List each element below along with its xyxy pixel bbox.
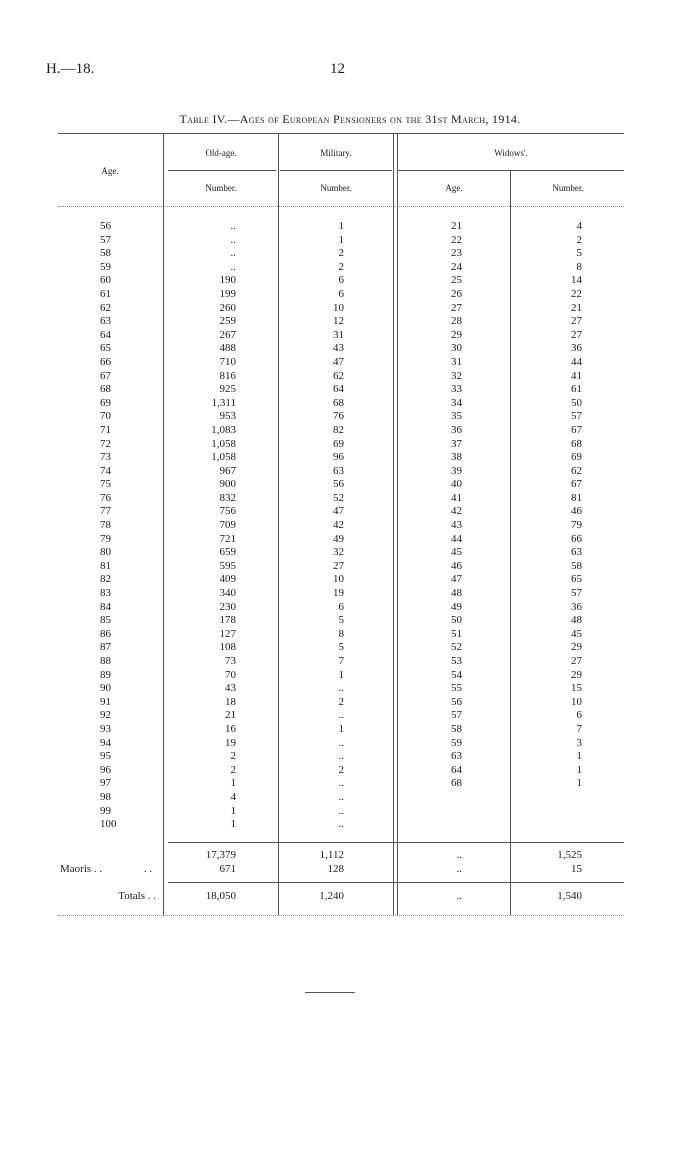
table-title-main: —Ages of European Pensioners on the 31st March, 1914. <box>227 112 521 126</box>
table-cell: 36 <box>571 342 582 355</box>
table-cell: 4 <box>230 790 236 803</box>
table-cell: 56 <box>333 478 344 491</box>
table-cell: 77 <box>100 505 111 518</box>
header-bottom-rule <box>58 206 624 207</box>
widow-number-column <box>520 220 582 791</box>
table-cell: 6 <box>338 600 344 613</box>
table-cell: 97 <box>100 777 111 790</box>
table-cell: 1 <box>576 777 582 790</box>
table-cell: 57 <box>571 587 582 600</box>
table-cell: .. <box>230 233 236 246</box>
table-cell: 79 <box>571 519 582 532</box>
maoris-widow-age: .. <box>456 863 462 875</box>
table-cell: 190 <box>219 274 236 287</box>
table-cell: 81 <box>100 559 111 572</box>
table-cell: 2 <box>338 247 344 260</box>
table-cell: 82 <box>100 573 111 586</box>
table-cell: 57 <box>571 410 582 423</box>
subtotal-widow-age: .. <box>456 849 462 861</box>
table-cell: 10 <box>571 695 582 708</box>
table-cell: 29 <box>571 668 582 681</box>
header-widow-age: Age. <box>445 183 463 193</box>
table-cell: 40 <box>451 478 462 491</box>
table-cell: 63 <box>100 315 111 328</box>
table-cell: 5 <box>576 247 582 260</box>
table-cell: 31 <box>333 328 344 341</box>
table-cell: 99 <box>100 804 111 817</box>
header-widows: Widows'. <box>494 148 528 158</box>
table-cell: 1 <box>338 668 344 681</box>
table-cell: 46 <box>571 505 582 518</box>
table-cell: 1 <box>338 220 344 232</box>
table-cell: 51 <box>451 627 462 640</box>
subtotal-old-age: 17,379 <box>205 849 236 861</box>
totals-military: 1,240 <box>319 890 344 902</box>
table-cell: 10 <box>333 573 344 586</box>
table-cell: 900 <box>219 478 236 491</box>
table-cell: 925 <box>219 383 236 396</box>
rule-after-old-age <box>278 133 279 915</box>
table-cell: 50 <box>571 396 582 409</box>
header-divider-widows <box>398 170 624 171</box>
table-cell: 81 <box>571 491 582 504</box>
table-cell: 67 <box>100 369 111 382</box>
table-cell: 260 <box>219 301 236 314</box>
table-cell: 43 <box>225 682 236 695</box>
header-widow-number: Number. <box>552 183 584 193</box>
table-cell: .. <box>338 682 344 695</box>
table-cell: 27 <box>571 655 582 667</box>
table-title-prefix: Table IV. <box>179 112 228 126</box>
table-cell: 57 <box>100 233 111 246</box>
table-cell: 96 <box>333 451 344 464</box>
table-cell: 21 <box>451 220 462 232</box>
table-cell: 756 <box>219 505 236 518</box>
table-cell: 56 <box>100 220 111 232</box>
table-cell: 68 <box>100 383 111 396</box>
table-cell: 82 <box>333 423 344 436</box>
table-cell: 60 <box>100 274 111 287</box>
totals-widow-number: 1,540 <box>557 890 582 902</box>
table-cell: 29 <box>451 328 462 341</box>
table-cell: 93 <box>100 722 111 735</box>
table-cell: 488 <box>219 342 236 355</box>
table-cell: .. <box>338 750 344 763</box>
maoris-widow-number: 15 <box>571 863 582 875</box>
table-cell: 65 <box>571 573 582 586</box>
document-series: H.—18. <box>46 61 95 77</box>
table-cell: 27 <box>451 301 462 314</box>
table-cell: 2 <box>338 260 344 273</box>
table-cell: 58 <box>451 722 462 735</box>
header-military: Military. <box>320 148 352 158</box>
table-cell: 127 <box>219 627 236 640</box>
table-cell: 53 <box>451 655 462 667</box>
table-cell: 33 <box>451 383 462 396</box>
table-cell: 32 <box>451 369 462 382</box>
table-cell: 7 <box>576 722 582 735</box>
table-cell: 340 <box>219 587 236 600</box>
table-cell: 28 <box>451 315 462 328</box>
table-cell: 74 <box>100 464 111 477</box>
table-cell: 3 <box>576 736 582 749</box>
table-cell: .. <box>338 777 344 790</box>
table-cell: 95 <box>100 750 111 763</box>
table-cell: 71 <box>100 423 111 436</box>
table-cell: 63 <box>451 750 462 763</box>
table-cell: 25 <box>451 274 462 287</box>
table-cell: 70 <box>100 410 111 423</box>
table-cell: 44 <box>571 355 582 368</box>
table-cell: .. <box>230 220 236 232</box>
table-cell: 91 <box>100 695 111 708</box>
table-cell: 23 <box>451 247 462 260</box>
table-cell: 1 <box>230 777 236 790</box>
table-cell: 5 <box>338 614 344 627</box>
table-cell: 55 <box>451 682 462 695</box>
table-cell: 50 <box>451 614 462 627</box>
table-cell: 65 <box>100 342 111 355</box>
table-cell: .. <box>338 818 344 831</box>
table-cell: 39 <box>451 464 462 477</box>
table-cell: 85 <box>100 614 111 627</box>
table-cell: 18 <box>225 695 236 708</box>
table-cell: 63 <box>571 546 582 559</box>
table-cell: 267 <box>219 328 236 341</box>
table-cell: 96 <box>100 763 111 776</box>
table-cell: 45 <box>571 627 582 640</box>
table-cell: 49 <box>333 532 344 545</box>
table-cell: 54 <box>451 668 462 681</box>
table-cell: 62 <box>571 464 582 477</box>
table-cell: 710 <box>219 355 236 368</box>
table-cell: 78 <box>100 519 111 532</box>
table-cell: 12 <box>333 315 344 328</box>
table-cell: 2 <box>338 695 344 708</box>
header-old-age: Old-age. <box>205 148 237 158</box>
table-cell: 34 <box>451 396 462 409</box>
table-cell: 595 <box>219 559 236 572</box>
table-cell: 61 <box>100 287 111 300</box>
table-cell: 1 <box>230 818 236 831</box>
table-cell: 52 <box>333 491 344 504</box>
table-cell: 58 <box>100 247 111 260</box>
table-cell: 19 <box>333 587 344 600</box>
table-cell: 36 <box>571 600 582 613</box>
table-cell: 45 <box>451 546 462 559</box>
table-cell: 709 <box>219 519 236 532</box>
table-cell: 61 <box>571 383 582 396</box>
rule-after-military-b <box>397 133 398 915</box>
table-cell: 108 <box>219 641 236 654</box>
table-cell: 230 <box>219 600 236 613</box>
table-cell: 30 <box>451 342 462 355</box>
table-cell: 76 <box>333 410 344 423</box>
table-cell: .. <box>338 804 344 817</box>
table-cell: 63 <box>333 464 344 477</box>
table-cell: 2 <box>576 233 582 246</box>
header-divider-military <box>280 170 392 171</box>
table-cell: 68 <box>333 396 344 409</box>
table-cell: 90 <box>100 682 111 695</box>
table-cell: 199 <box>219 287 236 300</box>
table-cell: 66 <box>100 355 111 368</box>
table-cell: 46 <box>451 559 462 572</box>
table-cell: 21 <box>571 301 582 314</box>
table-cell: 64 <box>100 328 111 341</box>
table-cell: 89 <box>100 668 111 681</box>
table-cell: 6 <box>576 709 582 722</box>
table-cell: 59 <box>451 736 462 749</box>
table-cell: 7 <box>338 655 344 667</box>
table-cell: 26 <box>451 287 462 300</box>
table-cell: 58 <box>571 559 582 572</box>
table-cell: 35 <box>451 410 462 423</box>
table-cell: 1,058 <box>211 451 236 464</box>
subtotal-widow-number: 1,525 <box>557 849 582 861</box>
table-cell: 86 <box>100 627 111 640</box>
totals-widow-age: .. <box>456 890 462 902</box>
table-cell: 67 <box>571 423 582 436</box>
table-cell: 22 <box>451 233 462 246</box>
table-cell: 27 <box>571 315 582 328</box>
table-cell: 16 <box>225 722 236 735</box>
table-cell: 1,058 <box>211 437 236 450</box>
table-cell: 19 <box>225 736 236 749</box>
table-cell: 67 <box>571 478 582 491</box>
table-cell: 100 <box>100 818 117 831</box>
table-cell: .. <box>230 247 236 260</box>
table-cell: 72 <box>100 437 111 450</box>
table-cell: 68 <box>451 777 462 790</box>
table-cell: 47 <box>333 355 344 368</box>
table-cell: 68 <box>571 437 582 450</box>
table-cell: 83 <box>100 587 111 600</box>
header-age: Age. <box>101 166 119 176</box>
table-cell: 47 <box>333 505 344 518</box>
table-cell: 22 <box>571 287 582 300</box>
table-cell: 94 <box>100 736 111 749</box>
table-cell: 44 <box>451 532 462 545</box>
table-cell: 15 <box>571 682 582 695</box>
table-cell: .. <box>338 790 344 803</box>
table-cell: 1 <box>338 233 344 246</box>
table-cell: 57 <box>451 709 462 722</box>
header-divider-old-age <box>168 170 276 171</box>
table-cell: 79 <box>100 532 111 545</box>
table-cell: 76 <box>100 491 111 504</box>
subtotal-rule <box>168 842 624 843</box>
table-cell: 37 <box>451 437 462 450</box>
table-cell: 69 <box>571 451 582 464</box>
table-cell: 87 <box>100 641 111 654</box>
table-cell: 10 <box>333 301 344 314</box>
table-cell: 98 <box>100 790 111 803</box>
table-cell: 64 <box>451 763 462 776</box>
table-cell: 42 <box>451 505 462 518</box>
table-cell: 8 <box>576 260 582 273</box>
table-cell: 1 <box>576 763 582 776</box>
subtotal-military: 1,112 <box>319 849 344 861</box>
totals-label: Totals . . <box>118 890 156 902</box>
table-cell: 41 <box>571 369 582 382</box>
page-number: 12 <box>330 61 345 77</box>
table-cell: 36 <box>451 423 462 436</box>
table-cell: 70 <box>225 668 236 681</box>
table-cell: 832 <box>219 491 236 504</box>
table-cell: 48 <box>571 614 582 627</box>
table-cell: 59 <box>100 260 111 273</box>
table-cell: 73 <box>100 451 111 464</box>
table-cell: 24 <box>451 260 462 273</box>
maoris-dots: . . <box>144 863 153 875</box>
maoris-old-age: 671 <box>219 863 236 875</box>
header-old-age-number: Number. <box>205 183 237 193</box>
table-cell: 659 <box>219 546 236 559</box>
maoris-label: Maoris . . <box>60 863 103 875</box>
table-cell: 56 <box>451 695 462 708</box>
table-cell: 721 <box>219 532 236 545</box>
totals-old-age: 18,050 <box>205 890 236 902</box>
table-cell: 42 <box>333 519 344 532</box>
table-cell: 816 <box>219 369 236 382</box>
table-cell: 84 <box>100 600 111 613</box>
table-cell: 62 <box>333 369 344 382</box>
maoris-military: 128 <box>327 863 344 875</box>
table-cell: 52 <box>451 641 462 654</box>
table-cell: 29 <box>571 641 582 654</box>
table-cell: 27 <box>333 559 344 572</box>
table-cell: 1,311 <box>211 396 236 409</box>
table-cell: 1 <box>230 804 236 817</box>
table-cell: 21 <box>225 709 236 722</box>
table-cell: 48 <box>451 587 462 600</box>
header-military-number: Number. <box>320 183 352 193</box>
table-cell: 32 <box>333 546 344 559</box>
table-cell: 8 <box>338 627 344 640</box>
table-cell: 2 <box>230 763 236 776</box>
table-bottom-rule <box>58 915 624 916</box>
table-cell: 66 <box>571 532 582 545</box>
table-cell: 43 <box>451 519 462 532</box>
table-cell: 41 <box>451 491 462 504</box>
table-cell: 6 <box>338 287 344 300</box>
table-cell: 14 <box>571 274 582 287</box>
table-cell: .. <box>338 736 344 749</box>
table-cell: 80 <box>100 546 111 559</box>
table-cell: 69 <box>100 396 111 409</box>
table-cell: 1 <box>338 722 344 735</box>
table-cell: 5 <box>338 641 344 654</box>
table-cell: 953 <box>219 410 236 423</box>
table-cell: 1,083 <box>211 423 236 436</box>
table-cell: 49 <box>451 600 462 613</box>
table-cell: 88 <box>100 655 111 667</box>
widow-age-column <box>420 220 462 791</box>
age-column <box>100 220 124 832</box>
table-top-rule <box>58 133 624 134</box>
table-cell: 6 <box>338 274 344 287</box>
end-rule <box>305 992 355 993</box>
table-cell: 967 <box>219 464 236 477</box>
table-cell: 409 <box>219 573 236 586</box>
table-cell: 4 <box>576 220 582 232</box>
table-cell: 47 <box>451 573 462 586</box>
table-cell: 69 <box>333 437 344 450</box>
table-cell: 259 <box>219 315 236 328</box>
table-cell: 62 <box>100 301 111 314</box>
totals-rule <box>168 882 624 883</box>
table-cell: 38 <box>451 451 462 464</box>
table-cell: 43 <box>333 342 344 355</box>
table-cell: .. <box>338 709 344 722</box>
table-cell: 92 <box>100 709 111 722</box>
military-number-column <box>280 220 344 832</box>
table-cell: 73 <box>225 655 236 667</box>
table-cell: 1 <box>576 750 582 763</box>
rule-after-age <box>163 133 164 915</box>
table-cell: 31 <box>451 355 462 368</box>
table-cell: 2 <box>230 750 236 763</box>
rule-after-military-a <box>393 133 394 915</box>
table-cell: 2 <box>338 763 344 776</box>
table-cell: 27 <box>571 328 582 341</box>
old-age-number-column <box>170 220 236 832</box>
table-cell: 64 <box>333 383 344 396</box>
table-cell: .. <box>230 260 236 273</box>
table-cell: 75 <box>100 478 111 491</box>
table-cell: 178 <box>219 614 236 627</box>
rule-widows-split <box>510 170 511 915</box>
